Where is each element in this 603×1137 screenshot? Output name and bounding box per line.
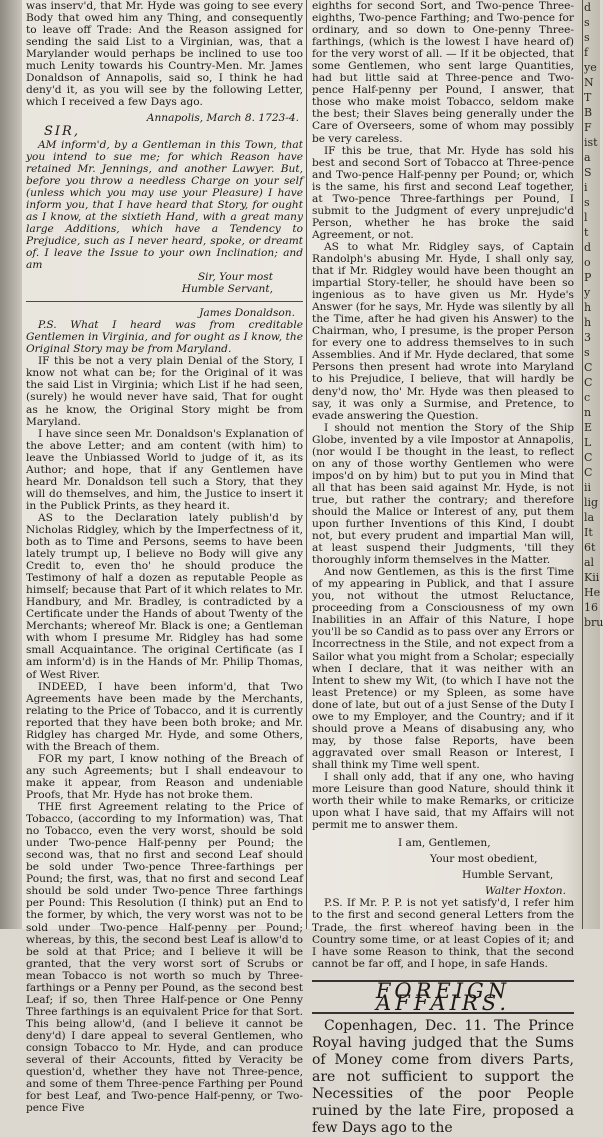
letter-dateline: Annapolis, March 8. 1723-4. bbox=[146, 112, 299, 125]
right-paragraph-1: IF this be true, that Mr. Hyde has sold his best and second Sort of Tobacco at Three-pence and Two-pence Half-penny per Pound; or, which is the same, his first and second Leaf together, at Two-pence Three-farthings per Pound, I submit to the Judgment of every unprejudic'd Person, whether he has broke the said Agreement, or not. bbox=[312, 144, 574, 241]
bleed-fragment: C bbox=[584, 376, 593, 389]
right-paragraph-4: And now Gentlemen, as this is the first Time of my appearing in Publick, and that I assure you, not without the utmost Reluctance, proceeding from a Consciousness of my own Inabilities in an Affair of this Nature, I hope you'll be so Candid as to pass over any Errors or Incorrectness in the Stile, and not expect from a Sailor what you might from a Scholar; especially when I declare, that it was neither with an Intent to shew my Wit, (to which I have not the least Pretence) or my Spleen, as some have done of late, but out of a just Sense of the Duty I owe to my Employer, and the Country; and if it should prove a Means of disabusing any, who may, by those false Reports, have been aggravated over small Reason or Interest, I shall think my Time well spent. bbox=[312, 566, 574, 771]
bleed-fragment: l bbox=[584, 211, 588, 224]
separator-rule bbox=[26, 301, 303, 302]
right-postscript: P.S. If Mr. P. P. is not yet satisfy'd, I refer him to the first and second general Letters from the Trade, the first whereof having been in the Country some time, or at least Copies of it; and I have some Reason to think, that the second cannot be far off, and I hope, in safe Hands. bbox=[312, 897, 574, 970]
binding-gutter bbox=[0, 0, 22, 929]
bleed-fragment: c bbox=[584, 391, 591, 404]
bleed-fragment: ii bbox=[584, 481, 592, 494]
adjacent-page-bleed bbox=[584, 0, 603, 929]
body-paragraph-1: IF this be not a very plain Denial of the Story, I know not what can be; for the Original of it was the said List in Virginia; which List if he had seen, (surely) he would never have said, That for ought as he know, the Original Story might be from Maryland. bbox=[26, 355, 303, 428]
bleed-fragment: t bbox=[584, 226, 589, 239]
intro-paragraph: was inserv'd, that Mr. Hyde was going to see every Body that owed him any Thing, and consequently to leave off Trade: And the Reason assigned for sending the said List to a Virginian, was, that a Marylander would perhaps be inclined to use too much Lenity towards his Country-Men. Mr. James Donaldson of Annapolis, said so, I think he had deny'd it, as you will see by the following Letter, which I received a few Days ago. bbox=[26, 0, 303, 109]
bleed-fragment: 6t bbox=[584, 541, 596, 554]
letter-salutation: SIR, bbox=[44, 124, 80, 140]
right-paragraph-5: I shall only add, that if any one, who having more Leisure than good Nature, should think it worth their while to make Remarks, or criticize upon what I have said, that my Affairs will not permit me to answer them. bbox=[312, 771, 574, 832]
bleed-fragment: ye bbox=[584, 61, 597, 74]
letter-signature: James Donaldson. bbox=[199, 307, 295, 320]
letter-close-2: Humble Servant, bbox=[181, 283, 273, 296]
bleed-fragment: s bbox=[584, 16, 590, 29]
foreign-affairs-body bbox=[312, 1018, 574, 1137]
bleed-fragment: d bbox=[584, 1, 592, 14]
section-header: FOREIGN AFFAIRS. bbox=[312, 980, 574, 1014]
right-column bbox=[312, 0, 574, 1136]
edge-rule bbox=[582, 0, 583, 929]
left-column bbox=[26, 0, 303, 1115]
closing-obedient: Your most obedient, bbox=[430, 853, 538, 866]
bleed-fragment: L bbox=[584, 436, 592, 449]
bleed-fragment: It bbox=[584, 526, 593, 539]
bleed-fragment: S bbox=[584, 166, 592, 179]
bleed-fragment: s bbox=[584, 346, 590, 359]
bleed-fragment: C bbox=[584, 361, 593, 374]
bleed-fragment: F bbox=[584, 121, 592, 134]
foreign-affairs-paragraph: Copenhagen, Dec. 11. The Prince Royal having judged that the Sums of Money come from divers Parts, are not sufficient to support the Necessities of the poor People ruined by the late Fire, proposed a few Days ago to the bbox=[312, 1017, 574, 1136]
right-paragraph-2: AS to what Mr. Ridgley says, of Captain Randolph's abusing Mr. Hyde, I shall only say, that if Mr. Ridgley would have been thought an impartial Story-teller, he should have been so ingenious as to have given us Mr. Hyde's Answer (for he says, Mr. Hyde was silently by all the Time, after he had given his Answer) to the Chairman, who, I presume, is the proper Person for every one to address themselves to in such Assemblies. And if Mr. Hyde declared, that some Persons then present had wrote into Maryland to his Prejudice, I believe, that will hardly be deny'd now, tho' Mr. Hyde was then pleased to say, it was only a Surmise, and Pretence, to evade answering the Question. bbox=[312, 240, 574, 422]
body-paragraph-2: I have since seen Mr. Donaldson's Explanation of the above Letter; and am content (with him) to leave the Unbiassed World to judge of it, as its Author; and hope, that if any Gentlemen have heard Mr. Donaldson tell such a Story, that they will do themselves, and him, the Justice to insert it in the Publick Prints, as they heard it. bbox=[26, 427, 303, 512]
bleed-fragment: E bbox=[584, 421, 593, 434]
bleed-fragment: 16 bbox=[584, 601, 598, 614]
bleed-fragment: T bbox=[584, 91, 592, 104]
column-rule bbox=[306, 0, 307, 929]
bleed-fragment: h bbox=[584, 316, 592, 329]
body-paragraph-6: THE first Agreement relating to the Price of Tobacco, (according to my Information) was, That no Tobacco, even the very worst, should be sold under Two-pence Half-penny per Pound; the second was, that no first and second Leaf should be sold under Two-pence Three-farthings per Pound; the first, was, that no first and second Leaf should be sold under Two-pence Three farthings per Pound: This Resolution (I think) put an End to the former, by which, the very worst was not to be sold under Two-pence Half-penny per Pound; whereas, by this, the second best Leaf is allow'd to be sold at that Price; and I believe it will be granted, that the very worst sort of Scrubs or mean Tobacco is not worth so much by Three-farthings or a Penny per Pound, as the second best Leaf; if so, then Three Half-pence or One Penny Three farthings is an equivalent Price for that Sort. This being allow'd, (and I believe it cannot be deny'd) I dare appeal to several Gentlemen, who consign Tobacco to Mr. Hyde, and can produce several of their Accounts, fitted by Veracity be question'd, whether they have not Three-pence, and some of them Three-pence Farthing per Pound for best Leaf, and Two-pence Half-penny, or Two-pence Five bbox=[26, 801, 303, 1115]
bleed-fragment: i bbox=[584, 181, 588, 194]
bleed-fragment: N bbox=[584, 76, 594, 89]
letter-text: AM inform'd, by a Gentleman in this Town, that you intend to sue me; for which Reason have retained Mr. Jennings, and another Lawyer. But, before you throw a needless Charge on your self (unless which you may use your Pleasure) I have inform you, that I have heard that Story, for ought as I know, at the sixtieth Hand, with a great many large Additions, which have a Tendency to Prejudice, such as I never heard, spoke, or dreamt of. I leave the Issue to your own Inclination; and am bbox=[26, 138, 303, 271]
bleed-fragment: h bbox=[584, 301, 592, 314]
body-paragraph-3: AS to the Declaration lately publish'd by Nicholas Ridgley, which by the Imperfectness of it, both as to Time and Persons, seems to have been lately trumpt up, I believe no Body will give any Credit to, even tho' he should produce the Testimony of half a dozen as reputable People as himself; because that Part of it which relates to Mr. Handbury, and Mr. Bradley, is contradicted by a Certificate under the Hands of about Twenty of the Merchants; whereof Mr. Black is one; a Gentleman with whom I presume Mr. Ridgley has had some small Acquaintance. The original Certificate (as I am inform'd) is in the Hands of Mr. Philip Thomas, of West River. bbox=[26, 511, 303, 681]
bleed-fragment: a bbox=[584, 151, 591, 164]
closing-signature: Walter Hoxton. bbox=[484, 885, 566, 898]
letter-close-1: Sir, Your most bbox=[197, 271, 273, 284]
bleed-fragment: y bbox=[584, 286, 591, 299]
bleed-fragment: f bbox=[584, 46, 589, 59]
bleed-fragment: s bbox=[584, 31, 590, 44]
bleed-fragment: bru bbox=[584, 616, 603, 629]
bleed-fragment: al bbox=[584, 556, 595, 569]
bleed-fragment: lig bbox=[584, 496, 599, 509]
closing-servant: Humble Servant, bbox=[462, 869, 554, 882]
closing-regards: I am, Gentlemen, bbox=[398, 837, 491, 850]
bleed-fragment: P bbox=[584, 271, 592, 284]
bleed-fragment: o bbox=[584, 256, 591, 269]
bleed-fragment: n bbox=[584, 406, 592, 419]
bleed-fragment: He bbox=[584, 586, 601, 599]
body-paragraph-5: FOR my part, I know nothing of the Breach of any such Agreements; but I shall endeavour to make it appear, from Reason and undeniable Proofs, that Mr. Hyde has not broke them. bbox=[26, 752, 303, 801]
bleed-fragment: Kii bbox=[584, 571, 600, 584]
bleed-fragment: ist bbox=[584, 136, 598, 149]
postscript-paragraph: P.S. What I heard was from creditable Gentlemen in Virginia, and for ought as I know, the Original Story may be from Maryland. bbox=[26, 319, 303, 356]
bleed-fragment: s bbox=[584, 196, 590, 209]
right-paragraph-3: I should not mention the Story of the Ship Globe, invented by a vile Impostor at Annapolis, (nor would I be thought in the least, to reflect on any of those worthy Gentlemen who were impos'd on by him) but to put you in Mind that all that has been said against Mr. Hyde, is not true, but rather the contrary; and therefore should the Malice or Interest of any, put them upon further Inventions of this Kind, I doubt not, but every prudent and impartial Man will, at least suspend their Judgments, 'till they thoroughly inform themselves in the Matter. bbox=[312, 421, 574, 567]
body-paragraph-4: INDEED, I have been inform'd, that Two Agreements have been made by the Merchants, relating to the Price of Tobacco, and it is currently reported that they have been both broke; and Mr. Ridgley has charged Mr. Hyde, and some Others, with the Breach of them. bbox=[26, 680, 303, 753]
continued-paragraph: eighths for second Sort, and Two-pence Three-eighths, Two-pence Farthing; and Two-pence for ordinary, and so down to One-penny Three-farthings, (which is the lowest I have heard of) for the very worst of all. — If it be objected, that some Gentlemen, who sent large Quantities, had but little said at Three-pence and Two-pence Half-penny per Pound, I answer, that those who make moist Tobacco, seldom make the best; their Slaves being generally under the Care of Overseers, some of whom may possibly be very careless. bbox=[312, 0, 574, 145]
bleed-fragment: B bbox=[584, 106, 593, 119]
bleed-fragment: 3 bbox=[584, 331, 591, 344]
bleed-fragment: C bbox=[584, 466, 593, 479]
bleed-fragment: la bbox=[584, 511, 595, 524]
letter-body bbox=[26, 139, 303, 272]
bleed-fragment: d bbox=[584, 241, 592, 254]
bleed-fragment: C bbox=[584, 451, 593, 464]
